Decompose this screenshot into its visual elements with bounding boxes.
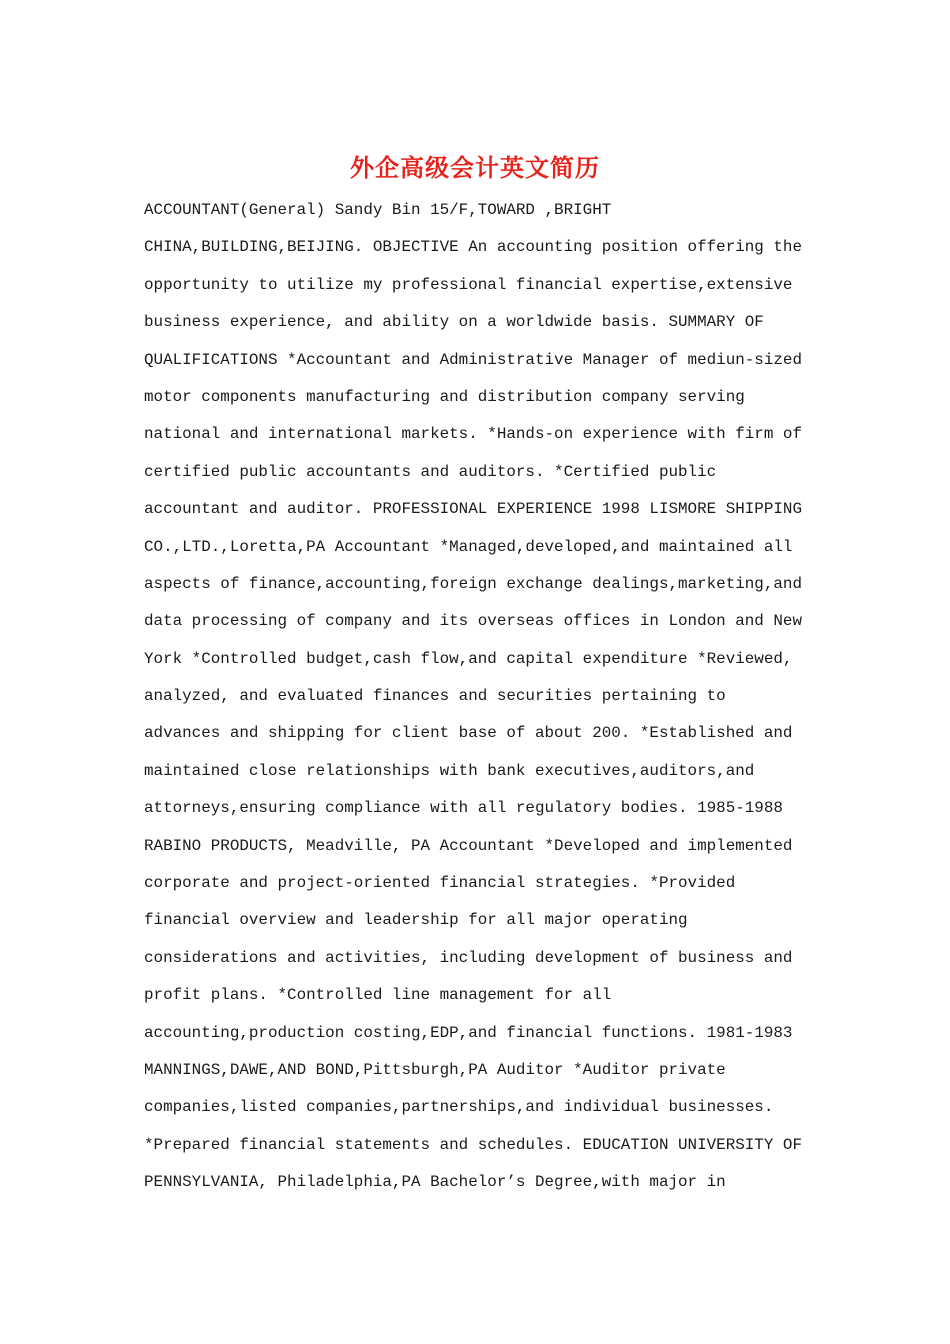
text-line: profit plans. *Controlled line management for all xyxy=(144,986,612,1005)
text-line: accountant and auditor. PROFESSIONAL EXPERIENCE 1998 LISMORE SHIPPING xyxy=(144,500,802,519)
text-line: companies,listed companies,partnerships,and individual businesses. xyxy=(144,1098,774,1117)
text-line: certified public accountants and auditors. *Certified public xyxy=(144,462,717,481)
text-line: business experience, and ability on a worldwide basis. SUMMARY OF xyxy=(144,313,764,332)
text-line: QUALIFICATIONS *Accountant and Administrative Manager of mediun-sized xyxy=(144,350,802,369)
text-line: attorneys,ensuring compliance with all regulatory bodies. 1985-1988 xyxy=(144,799,783,818)
text-line: analyzed, and evaluated finances and securities pertaining to xyxy=(144,687,726,706)
text-line: opportunity to utilize my professional financial expertise,extensive xyxy=(144,275,793,294)
text-line: *Prepared financial statements and schedules. EDUCATION UNIVERSITY OF xyxy=(144,1135,802,1154)
text-line: CO.,LTD.,Loretta,PA Accountant *Managed,developed,and maintained all xyxy=(144,537,793,556)
text-line: aspects of finance,accounting,foreign exchange dealings,marketing,and xyxy=(144,574,802,593)
text-line: PENNSYLVANIA, Philadelphia,PA Bachelor’s Degree,with major in xyxy=(144,1173,726,1192)
text-line: RABINO PRODUCTS, Meadville, PA Accountant *Developed and implemented xyxy=(144,836,793,855)
text-line: national and international markets. *Hands-on experience with firm of xyxy=(144,425,802,444)
text-line: maintained close relationships with bank executives,auditors,and xyxy=(144,761,755,780)
text-line: York *Controlled budget,cash flow,and capital expenditure *Reviewed, xyxy=(144,649,793,668)
text-line: considerations and activities, including development of business and xyxy=(144,948,793,967)
text-line: advances and shipping for client base of about 200. *Established and xyxy=(144,724,793,743)
text-line: CHINA,BUILDING,BEIJING. OBJECTIVE An accounting position offering the xyxy=(144,238,802,257)
text-line: accounting,production costing,EDP,and financial functions. 1981-1983 xyxy=(144,1023,793,1042)
page-title: 外企高级会计英文简历 xyxy=(350,153,600,182)
text-line: MANNINGS,DAWE,AND BOND,Pittsburgh,PA Auditor *Auditor private xyxy=(144,1060,726,1079)
text-line: financial overview and leadership for all major operating xyxy=(144,911,688,930)
text-line: ACCOUNTANT(General) Sandy Bin 15/F,TOWARD ,BRIGHT xyxy=(144,201,612,219)
resume-body xyxy=(144,192,816,1202)
text-line: motor components manufacturing and distribution company serving xyxy=(144,387,745,406)
text-line: corporate and project-oriented financial strategies. *Provided xyxy=(144,874,736,893)
text-line: data processing of company and its overseas offices in London and New xyxy=(144,612,802,631)
